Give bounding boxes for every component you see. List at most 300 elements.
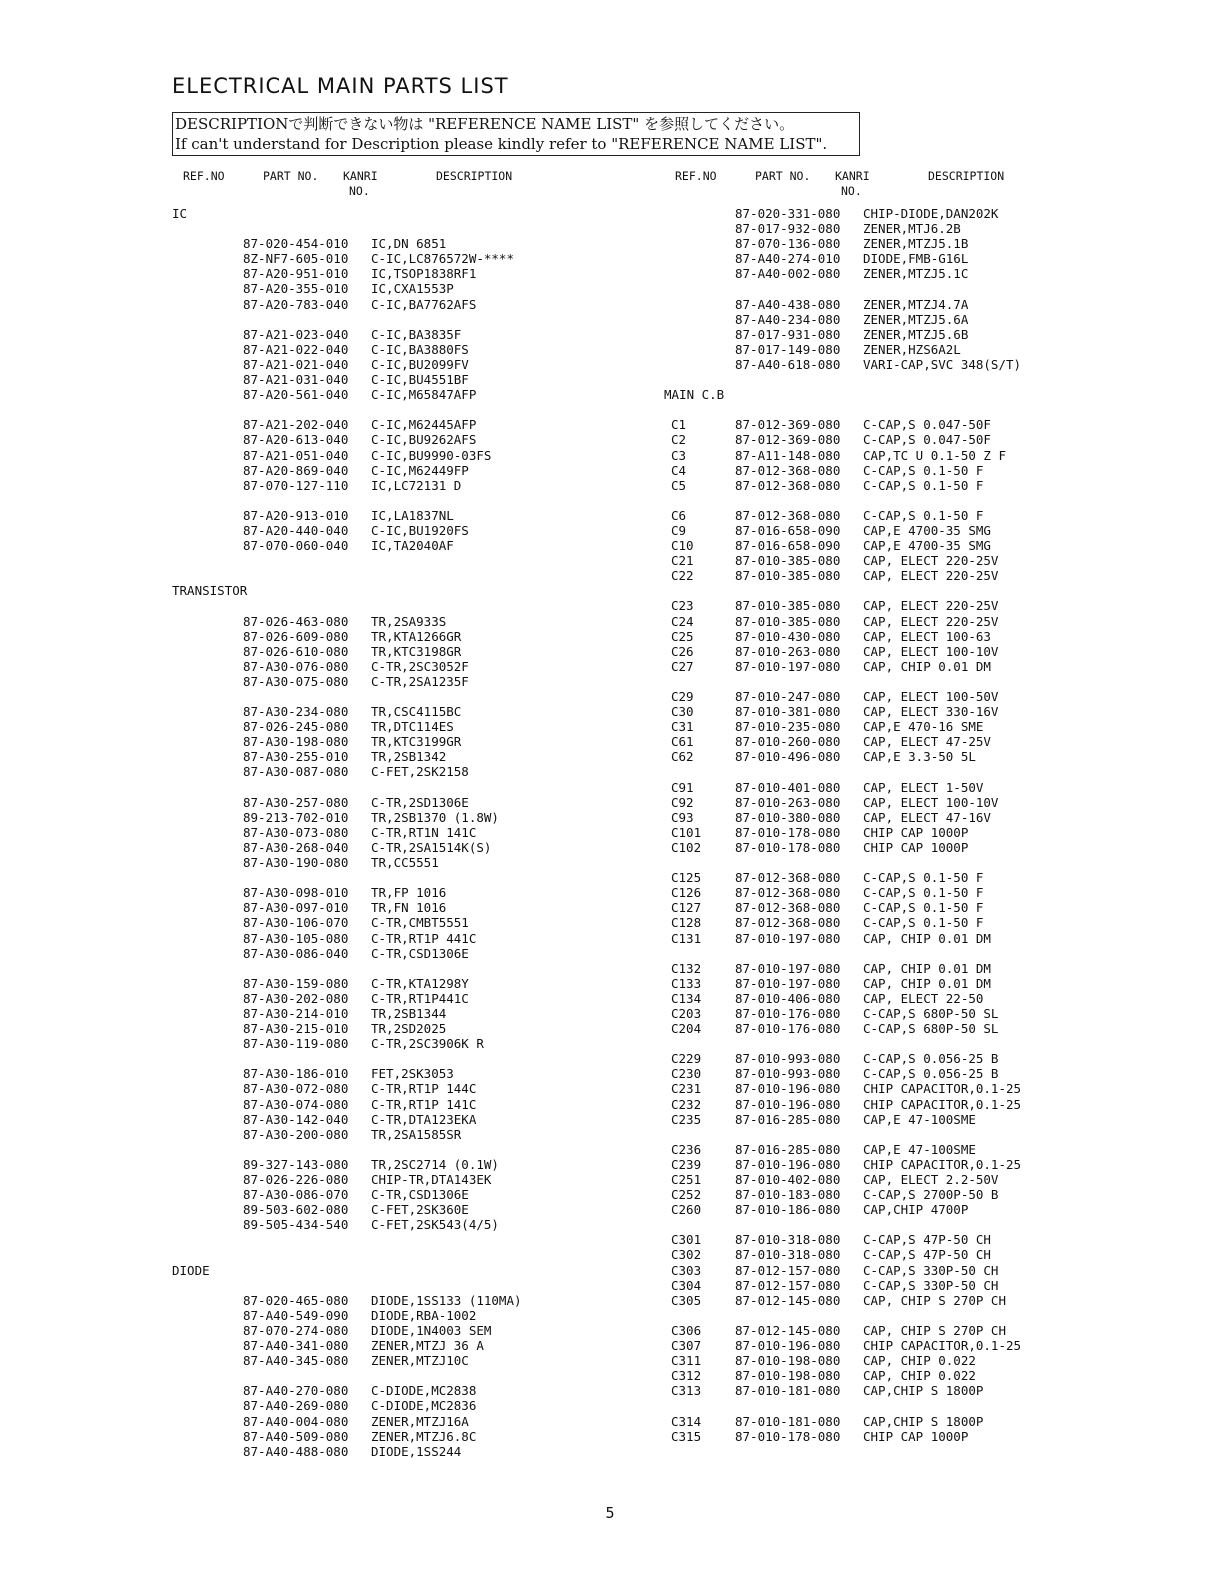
- part-no-cell: 87-A40-269-080: [243, 1398, 349, 1414]
- part-row: [664, 206, 1204, 221]
- blank-row: [664, 946, 1204, 961]
- description-cell: CAP, ELECT 220-25V: [863, 613, 999, 629]
- description-cell: C-DIODE,MC2838: [371, 1383, 477, 1399]
- description-cell: CAP, ELECT 220-25V: [863, 568, 999, 584]
- part-row: [172, 885, 642, 900]
- description-cell: C-CAP,S 0.1-50 F: [863, 900, 984, 916]
- part-row: [172, 614, 642, 629]
- part-no-cell: 87-012-368-080: [735, 885, 841, 901]
- part-no-cell: 87-017-931-080: [735, 326, 841, 342]
- part-no-cell: 87-A40-341-080: [243, 1338, 349, 1354]
- blank-row: [664, 281, 1204, 296]
- description-cell: C-FET,2SK543(4/5): [371, 1217, 499, 1233]
- part-no-cell: 89-213-702-010: [243, 809, 349, 825]
- part-no-cell: 87-A21-031-040: [243, 372, 349, 388]
- part-row: [664, 478, 1204, 493]
- description-cell: C-TR,2SC3906K R: [371, 1036, 484, 1052]
- part-no-cell: 87-A30-186-010: [243, 1066, 349, 1082]
- header-description: DESCRIPTION: [928, 169, 1005, 183]
- ref-no-cell: C101: [671, 824, 702, 840]
- description-cell: C-CAP,S 680P-50 SL: [863, 1005, 999, 1021]
- part-row: [172, 387, 642, 402]
- part-no-cell: 87-A21-021-040: [243, 356, 349, 372]
- part-row: [664, 1112, 1204, 1127]
- part-no-cell: 87-010-197-080: [735, 960, 841, 976]
- description-cell: ZENER,MTJ6.2B: [863, 221, 961, 237]
- description-cell: CAP,CHIP S 1800P: [863, 1383, 984, 1399]
- ref-no-cell: C61: [671, 734, 694, 750]
- description-cell: C-CAP,S 47P-50 CH: [863, 1247, 991, 1263]
- part-no-cell: 87-010-402-080: [735, 1172, 841, 1187]
- part-no-cell: 87-010-198-080: [735, 1353, 841, 1369]
- blank-row: [172, 568, 642, 583]
- part-row: [172, 327, 642, 342]
- part-no-cell: 87-010-186-080: [735, 1202, 841, 1218]
- ref-no-cell: C231: [671, 1081, 702, 1097]
- blank-row: [664, 1308, 1204, 1323]
- description-cell: CHIP CAP 1000P: [863, 824, 969, 840]
- ref-no-cell: C21: [671, 553, 694, 569]
- part-no-cell: 87-070-060-040: [243, 538, 349, 554]
- part-row: [664, 312, 1204, 327]
- description-cell: C-CAP,S 0.1-50 F: [863, 477, 984, 493]
- part-row: [172, 448, 642, 463]
- description-cell: ZENER,MTZJ4.7A: [863, 296, 969, 312]
- blank-row: [172, 402, 642, 417]
- part-row: [664, 780, 1204, 795]
- description-cell: C-CAP,S 0.047-50F: [863, 432, 991, 448]
- part-no-cell: 87-010-401-080: [735, 779, 841, 795]
- part-row: [664, 961, 1204, 976]
- part-no-cell: 87-010-178-080: [735, 839, 841, 855]
- description-cell: CAP, ELECT 220-25V: [863, 598, 999, 614]
- part-no-cell: 87-A30-076-080: [243, 658, 349, 674]
- part-row: [172, 281, 642, 296]
- part-row: [172, 764, 642, 779]
- part-no-cell: 87-010-197-080: [735, 975, 841, 991]
- blank-row: [664, 402, 1204, 417]
- part-row: [664, 704, 1204, 719]
- part-row: [172, 1036, 642, 1051]
- part-no-cell: 87-010-247-080: [735, 689, 841, 704]
- ref-no-cell: C239: [671, 1156, 702, 1172]
- description-cell: C-CAP,S 0.1-50 F: [863, 462, 984, 478]
- description-cell: CAP, ELECT 220-25V: [863, 553, 999, 569]
- part-row: [172, 931, 642, 946]
- blank-row: [172, 780, 642, 795]
- part-no-cell: 87-A30-074-080: [243, 1096, 349, 1112]
- blank-row: [172, 689, 642, 704]
- part-row: [172, 297, 642, 312]
- blank-row: [172, 1142, 642, 1157]
- ref-no-cell: C31: [671, 719, 694, 735]
- description-cell: FET,2SK3053: [371, 1066, 454, 1082]
- description-cell: TR,KTA1266GR: [371, 628, 462, 644]
- part-no-cell: 87-010-181-080: [735, 1413, 841, 1429]
- part-row: [664, 870, 1204, 885]
- description-cell: TR,KTC3198GR: [371, 643, 462, 659]
- part-no-cell: 87-A20-783-040: [243, 296, 349, 312]
- part-no-cell: 87-A30-073-080: [243, 824, 349, 840]
- blank-row: [172, 1232, 642, 1247]
- part-no-cell: 87-010-263-080: [735, 643, 841, 659]
- part-row: [172, 1444, 642, 1459]
- description-cell: C-CAP,S 0.1-50 F: [863, 507, 984, 523]
- part-row: [664, 1187, 1204, 1202]
- blank-row: [664, 1398, 1204, 1413]
- blank-row: [664, 1217, 1204, 1232]
- ref-no-cell: C22: [671, 568, 694, 584]
- description-cell: C-TR,RT1P 441C: [371, 930, 477, 946]
- part-row: [664, 1383, 1204, 1398]
- ref-no-cell: C102: [671, 839, 702, 855]
- description-cell: CAP, CHIP 0.01 DM: [863, 975, 991, 991]
- part-no-cell: 87-010-263-080: [735, 794, 841, 810]
- blank-row: [172, 553, 642, 568]
- part-row: [172, 372, 642, 387]
- ref-no-cell: C24: [671, 613, 694, 629]
- part-row: [664, 810, 1204, 825]
- description-cell: C-CAP,S 680P-50 SL: [863, 1021, 999, 1037]
- description-cell: ZENER,MTZJ5.6B: [863, 326, 969, 342]
- parts-column-right: [664, 206, 1204, 1444]
- part-row: [172, 1217, 642, 1232]
- part-no-cell: 87-012-145-080: [735, 1292, 841, 1308]
- header-kanri: KANRI: [343, 169, 378, 183]
- description-cell: CAP,E 4700-35 SMG: [863, 522, 991, 538]
- part-no-cell: 87-010-198-080: [735, 1368, 841, 1384]
- part-row: [172, 1021, 642, 1036]
- blank-row: [172, 1247, 642, 1262]
- part-row: [172, 1112, 642, 1127]
- description-cell: C-IC,BA3835F: [371, 326, 462, 342]
- description-cell: TR,KTC3199GR: [371, 734, 462, 750]
- part-no-cell: 87-A30-268-040: [243, 839, 349, 855]
- part-row: [172, 463, 642, 478]
- description-cell: VARI-CAP,SVC 348(S/T): [863, 356, 1022, 372]
- part-no-cell: 89-505-434-540: [243, 1217, 349, 1233]
- part-no-cell: 87-A30-234-080: [243, 704, 349, 720]
- part-no-cell: 87-020-465-080: [243, 1292, 349, 1308]
- part-row: [172, 855, 642, 870]
- ref-no-cell: C313: [671, 1383, 702, 1399]
- blank-row: [664, 493, 1204, 508]
- part-row: [664, 1142, 1204, 1157]
- ref-no-cell: C6: [671, 507, 687, 523]
- ref-no-cell: C62: [671, 749, 694, 765]
- blank-row: [172, 598, 642, 613]
- part-row: [664, 1097, 1204, 1112]
- part-no-cell: 87-010-176-080: [735, 1005, 841, 1021]
- part-no-cell: 87-017-149-080: [735, 341, 841, 357]
- part-no-cell: 87-A30-106-070: [243, 915, 349, 931]
- section-heading: TRANSISTOR: [172, 583, 248, 599]
- part-row: [664, 342, 1204, 357]
- blank-row: [664, 855, 1204, 870]
- part-no-cell: 87-010-993-080: [735, 1066, 841, 1082]
- ref-no-cell: C3: [671, 447, 687, 463]
- part-row: [172, 991, 642, 1006]
- ref-no-cell: C314: [671, 1413, 702, 1429]
- part-no-cell: 87-012-368-080: [735, 870, 841, 886]
- description-cell: CHIP CAP 1000P: [863, 1428, 969, 1444]
- part-row: [172, 417, 642, 432]
- description-cell: CAP, CHIP 0.01 DM: [863, 930, 991, 946]
- section-heading-row: [172, 1263, 642, 1278]
- part-no-cell: 87-A30-097-010: [243, 900, 349, 916]
- part-row: [664, 568, 1204, 583]
- description-cell: IC,CXA1553P: [371, 281, 454, 297]
- description-cell: ZENER,MTZJ5.1B: [863, 236, 969, 252]
- description-cell: TR,CSC4115BC: [371, 704, 462, 720]
- part-no-cell: 87-020-454-010: [243, 236, 349, 252]
- description-cell: TR,2SA933S: [371, 613, 447, 629]
- part-no-cell: 87-A30-086-040: [243, 945, 349, 961]
- description-cell: IC,LA1837NL: [371, 507, 454, 523]
- part-row: [664, 614, 1204, 629]
- part-row: [172, 1308, 642, 1323]
- part-no-cell: 87-010-430-080: [735, 628, 841, 644]
- description-cell: C-CAP,S 0.1-50 F: [863, 870, 984, 886]
- header-ref-no: REF.NO: [183, 169, 225, 183]
- description-cell: C-TR,2SD1306E: [371, 794, 469, 810]
- part-row: [664, 1368, 1204, 1383]
- description-cell: TR,2SC2714 (0.1W): [371, 1156, 499, 1172]
- description-cell: TR,FN 1016: [371, 900, 447, 916]
- part-row: [664, 297, 1204, 312]
- part-row: [172, 508, 642, 523]
- part-row: [664, 659, 1204, 674]
- ref-no-cell: C232: [671, 1096, 702, 1112]
- part-no-cell: 87-A30-142-040: [243, 1111, 349, 1127]
- part-no-cell: 87-A40-274-010: [735, 251, 841, 267]
- part-no-cell: 87-A40-270-080: [243, 1383, 349, 1399]
- part-no-cell: 87-010-196-080: [735, 1338, 841, 1354]
- part-no-cell: 87-010-260-080: [735, 734, 841, 750]
- part-row: [664, 689, 1204, 704]
- part-row: [172, 1353, 642, 1368]
- description-cell: C-IC,BU4551BF: [371, 372, 469, 388]
- description-cell: CAP, ELECT 47-25V: [863, 734, 991, 750]
- description-cell: C-IC,M62445AFP: [371, 417, 477, 433]
- ref-no-cell: C230: [671, 1066, 702, 1082]
- part-row: [664, 1172, 1204, 1187]
- ref-no-cell: C315: [671, 1428, 702, 1444]
- part-row: [664, 357, 1204, 372]
- part-no-cell: 87-010-385-080: [735, 553, 841, 569]
- blank-row: [172, 221, 642, 236]
- part-no-cell: 87-A21-023-040: [243, 326, 349, 342]
- part-row: [172, 734, 642, 749]
- header-ref-no: REF.NO: [675, 169, 717, 183]
- part-row: [664, 1429, 1204, 1444]
- part-row: [172, 946, 642, 961]
- part-row: [664, 1338, 1204, 1353]
- part-no-cell: 87-A40-234-080: [735, 311, 841, 327]
- section-heading-row: [172, 583, 642, 598]
- part-row: [172, 976, 642, 991]
- part-no-cell: 87-010-406-080: [735, 990, 841, 1006]
- part-no-cell: 87-A21-051-040: [243, 447, 349, 463]
- part-row: [172, 1006, 642, 1021]
- part-row: [172, 795, 642, 810]
- description-cell: ZENER,MTZJ5.1C: [863, 266, 969, 282]
- ref-no-cell: C260: [671, 1202, 702, 1218]
- part-row: [172, 342, 642, 357]
- part-row: [664, 900, 1204, 915]
- part-no-cell: 87-012-157-080: [735, 1262, 841, 1278]
- part-row: [172, 1202, 642, 1217]
- part-row: [172, 1066, 642, 1081]
- part-row: [172, 644, 642, 659]
- part-row: [172, 1172, 642, 1187]
- part-no-cell: 87-A30-087-080: [243, 764, 349, 780]
- description-cell: DIODE,FMB-G16L: [863, 251, 969, 267]
- header-part-no: PART NO.: [263, 169, 319, 183]
- part-no-cell: 87-A30-075-080: [243, 673, 349, 689]
- ref-no-cell: C126: [671, 885, 702, 901]
- part-row: [664, 1081, 1204, 1096]
- description-cell: ZENER,MTZJ16A: [371, 1413, 469, 1429]
- part-row: [664, 1157, 1204, 1172]
- part-row: [172, 1429, 642, 1444]
- part-no-cell: 87-A21-022-040: [243, 341, 349, 357]
- header-kanri: KANRI: [835, 169, 870, 183]
- ref-no-cell: C229: [671, 1051, 702, 1067]
- part-no-cell: 87-A30-257-080: [243, 794, 349, 810]
- part-no-cell: 87-012-368-080: [735, 915, 841, 931]
- blank-row: [664, 372, 1204, 387]
- part-row: [664, 734, 1204, 749]
- description-cell: CAP,E 3.3-50 5L: [863, 749, 976, 765]
- description-cell: CHIP CAPACITOR,0.1-25: [863, 1338, 1022, 1354]
- blank-row: [664, 1127, 1204, 1142]
- part-no-cell: 87-010-196-080: [735, 1156, 841, 1172]
- part-no-cell: 87-A30-190-080: [243, 855, 349, 871]
- ref-no-cell: C132: [671, 960, 702, 976]
- description-cell: CAP,TC U 0.1-50 Z F: [863, 447, 1006, 463]
- part-row: [664, 1202, 1204, 1217]
- description-cell: C-CAP,S 0.1-50 F: [863, 915, 984, 931]
- part-row: [172, 1323, 642, 1338]
- part-no-cell: 8Z-NF7-605-010: [243, 251, 349, 267]
- description-cell: CAP, ELECT 100-10V: [863, 794, 999, 810]
- part-no-cell: 87-A11-148-080: [735, 447, 841, 463]
- description-cell: TR,2SD2025: [371, 1021, 447, 1037]
- blank-row: [664, 583, 1204, 598]
- part-no-cell: 87-016-658-090: [735, 522, 841, 538]
- part-no-cell: 87-070-127-110: [243, 477, 349, 493]
- description-cell: C-CAP,S 2700P-50 B: [863, 1187, 999, 1203]
- part-row: [172, 251, 642, 266]
- part-row: [664, 538, 1204, 553]
- part-no-cell: 87-010-385-080: [735, 568, 841, 584]
- description-cell: CAP, ELECT 2.2-50V: [863, 1172, 999, 1187]
- description-cell: C-CAP,S 47P-50 CH: [863, 1232, 991, 1248]
- part-row: [664, 719, 1204, 734]
- description-cell: C-IC,M62449FP: [371, 462, 469, 478]
- ref-no-cell: C26: [671, 643, 694, 659]
- ref-no-cell: C91: [671, 779, 694, 795]
- description-cell: CAP,E 4700-35 SMG: [863, 538, 991, 554]
- part-no-cell: 87-010-318-080: [735, 1247, 841, 1263]
- description-cell: CAP, CHIP 0.01 DM: [863, 658, 991, 674]
- part-row: [172, 840, 642, 855]
- part-row: [664, 644, 1204, 659]
- notice-line-japanese: DESCRIPTIONで判断できない物は "REFERENCE NAME LIST" を参照してください。: [175, 115, 795, 133]
- part-row: [664, 1353, 1204, 1368]
- part-no-cell: 87-012-157-080: [735, 1277, 841, 1293]
- description-cell: C-TR,RT1P441C: [371, 990, 469, 1006]
- part-row: [172, 749, 642, 764]
- page-title: ELECTRICAL MAIN PARTS LIST: [172, 74, 509, 98]
- part-row: [172, 1187, 642, 1202]
- description-cell: CAP, ELECT 100-50V: [863, 689, 999, 704]
- description-cell: CAP, ELECT 22-50: [863, 990, 984, 1006]
- description-cell: CAP,CHIP 4700P: [863, 1202, 969, 1218]
- part-row: [664, 840, 1204, 855]
- ref-no-cell: C30: [671, 704, 694, 720]
- description-cell: C-TR,2SC3052F: [371, 658, 469, 674]
- ref-no-cell: C236: [671, 1141, 702, 1157]
- part-no-cell: 89-503-602-080: [243, 1202, 349, 1218]
- part-no-cell: 87-070-274-080: [243, 1322, 349, 1338]
- header-part-no: PART NO.: [755, 169, 811, 183]
- description-cell: CAP, CHIP S 270P CH: [863, 1322, 1006, 1338]
- description-cell: DIODE,1N4003 SEM: [371, 1322, 492, 1338]
- part-row: [172, 1097, 642, 1112]
- description-cell: C-CAP,S 330P-50 CH: [863, 1262, 999, 1278]
- part-row: [664, 236, 1204, 251]
- part-row: [664, 1263, 1204, 1278]
- description-cell: TR,CC5551: [371, 855, 439, 871]
- ref-no-cell: C125: [671, 870, 702, 886]
- ref-no-cell: C301: [671, 1232, 702, 1248]
- description-cell: CAP,E 47-100SME: [863, 1141, 976, 1157]
- blank-row: [172, 1278, 642, 1293]
- ref-no-cell: C131: [671, 930, 702, 946]
- description-cell: CAP,E 470-16 SME: [863, 719, 984, 735]
- description-cell: C-TR,2SA1514K(S): [371, 839, 492, 855]
- description-cell: TR,FP 1016: [371, 885, 447, 901]
- description-cell: ZENER,MTZJ 36 A: [371, 1338, 484, 1354]
- description-cell: C-TR,RT1P 144C: [371, 1081, 477, 1097]
- part-row: [664, 432, 1204, 447]
- description-cell: IC,TSOP1838RF1: [371, 266, 477, 282]
- part-no-cell: 87-012-369-080: [735, 432, 841, 448]
- ref-no-cell: C1: [671, 417, 687, 433]
- part-no-cell: 87-026-609-080: [243, 628, 349, 644]
- part-no-cell: 87-A30-086-070: [243, 1187, 349, 1203]
- part-no-cell: 87-010-183-080: [735, 1187, 841, 1203]
- description-cell: C-FET,2SK360E: [371, 1202, 469, 1218]
- part-no-cell: 87-026-245-080: [243, 719, 349, 735]
- part-row: [172, 1157, 642, 1172]
- description-cell: TR,2SB1342: [371, 749, 447, 765]
- part-row: [172, 266, 642, 281]
- blank-row: [172, 961, 642, 976]
- part-no-cell: 87-A20-440-040: [243, 522, 349, 538]
- part-no-cell: 87-010-197-080: [735, 658, 841, 674]
- part-no-cell: 87-A40-002-080: [735, 266, 841, 282]
- part-row: [664, 417, 1204, 432]
- description-cell: C-CAP,S 0.056-25 B: [863, 1066, 999, 1082]
- part-row: [664, 991, 1204, 1006]
- description-cell: C-TR,2SA1235F: [371, 673, 469, 689]
- part-no-cell: 87-016-285-080: [735, 1141, 841, 1157]
- part-row: [172, 236, 642, 251]
- ref-no-cell: C305: [671, 1292, 702, 1308]
